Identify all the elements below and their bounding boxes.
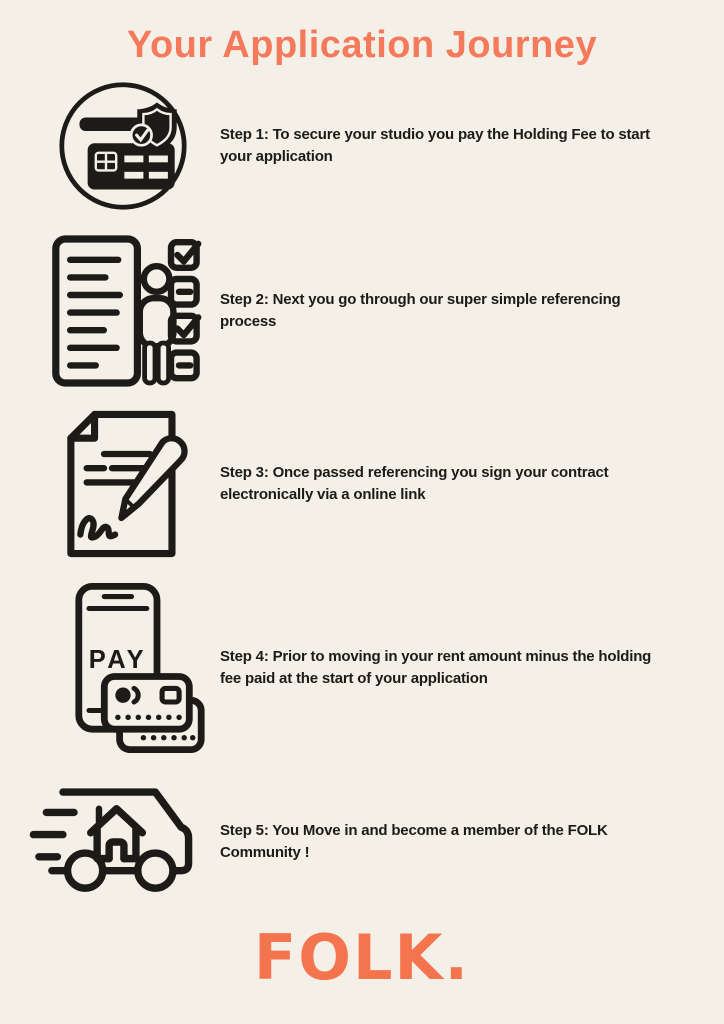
step-2-icon-box — [26, 231, 220, 391]
step-3-icon-box — [26, 405, 220, 563]
step-row-3 — [26, 404, 706, 564]
step-2-line-1: Step 2: Next you go through our super simple referencing — [220, 291, 621, 309]
folk-logo: FOLK. — [253, 920, 471, 994]
step-5-line-1: Step 5: You Move in and become a member of the FOLK — [220, 822, 608, 840]
step-3-line-2: electronically via a online link — [220, 485, 426, 503]
step-5-text — [220, 820, 706, 863]
step-row-2 — [26, 230, 706, 392]
step-1-line-2: your application — [220, 147, 333, 165]
page-title: Your Application Journey — [126, 24, 598, 66]
pay-phone-icon — [38, 575, 208, 761]
steps-list — [0, 78, 724, 910]
step-5-line-2: Community ! — [220, 843, 310, 861]
step-2-line-2: process — [220, 312, 277, 330]
contract-signing-icon — [44, 405, 202, 563]
step-1-text — [220, 124, 706, 167]
step-5-icon-box — [26, 773, 220, 911]
step-3-text — [220, 462, 706, 505]
pay-screen-label: PAY — [88, 645, 148, 674]
step-4-line-1: Step 4: Prior to moving in your rent amount minus the holding — [220, 648, 652, 666]
payment-shield-icon — [55, 78, 191, 214]
referencing-checklist-icon — [42, 231, 204, 391]
step-1-icon-box — [26, 78, 220, 214]
step-4-line-2: fee paid at the start of your application — [220, 669, 488, 687]
step-row-4 — [26, 574, 706, 762]
step-2-text — [220, 289, 706, 332]
step-1-line-1: Step 1: To secure your studio you pay the Holding Fee to start — [220, 126, 650, 144]
step-4-icon-box — [26, 575, 220, 761]
moving-van-icon — [26, 773, 220, 911]
step-3-line-1: Step 3: Once passed referencing you sign your contract — [220, 464, 609, 482]
step-row-5 — [26, 774, 706, 910]
step-4-text — [220, 646, 706, 689]
step-row-1 — [26, 78, 706, 214]
